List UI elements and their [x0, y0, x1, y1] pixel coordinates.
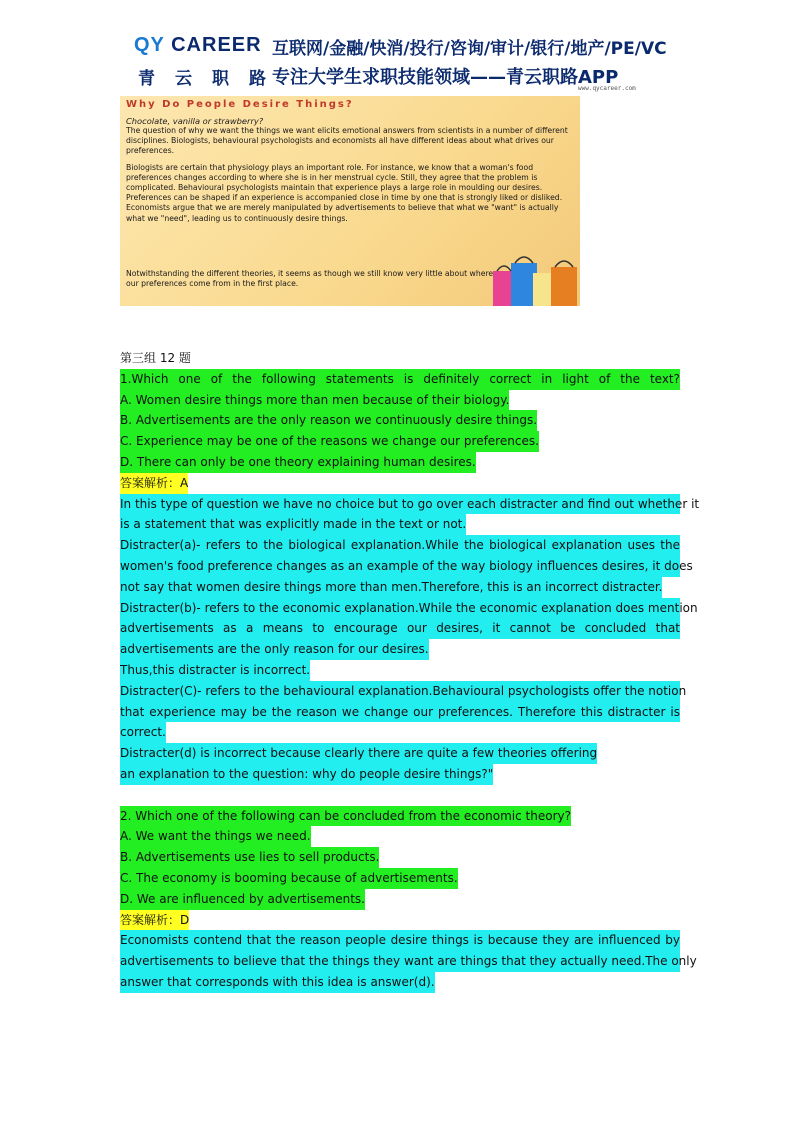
- q1-explanation-line: is a statement that was explicitly made in the text or not.: [120, 514, 466, 535]
- q1-explanation-line: an explanation to the question: why do people desire things?": [120, 764, 493, 785]
- q2-question: 2. Which one of the following can be concluded from the economic theory?: [120, 806, 571, 827]
- q1-explanation-line: not say that women desire things more than men.Therefore, this is an incorrect distracter.: [120, 577, 662, 598]
- article-paragraph: The question of why we want the things we want elicits emotional answers from scientists in a number of different disciplines. Biologists, behavioural psychologists and economists all have different ideas about what drives our preferences.: [126, 126, 568, 156]
- article-body: [126, 126, 576, 230]
- header-site-url: www.qycareer.com: [578, 85, 636, 92]
- q1-explanation-line: Distracter(C)- refers to the behavioural explanation.Behavioural psychologists offer the notion: [120, 681, 680, 702]
- q1-explanation-line: correct.: [120, 722, 166, 743]
- article-last-paragraph: Notwithstanding the different theories, it seems as though we still know very little about where our preferences come from in the first place.: [126, 269, 494, 289]
- article-title: Why Do People Desire Things?: [126, 99, 354, 110]
- q2-answer-label: 答案解析：D: [120, 910, 189, 931]
- q1-explanation-line: In this type of question we have no choice but to go over each distracter and find out whether it: [120, 494, 680, 515]
- q1-explanation-line: Distracter(d) is incorrect because clearly there are quite a few theories offering: [120, 743, 597, 764]
- q2-option-c: C. The economy is booming because of advertisements.: [120, 868, 458, 889]
- header-tagline-app: 专注大学生求职技能领域——青云职路APP: [272, 67, 619, 88]
- q1-explanation-line: women's food preference changes as an example of the way biology influences desires, it does: [120, 556, 680, 577]
- logo-chinese-name: 青云职路: [138, 69, 286, 89]
- logo-career-text: CAREER: [171, 34, 262, 56]
- q1-explanation-line: Thus,this distracter is incorrect.: [120, 660, 310, 681]
- q2-explanation-line: advertisements to believe that the things they want are things that they actually need.The only: [120, 951, 680, 972]
- q1-option-a: A. Women desire things more than men because of their biology.: [120, 390, 509, 411]
- q2-explanation-line: answer that corresponds with this idea is answer(d).: [120, 972, 435, 993]
- shopping-bags-illustration: [485, 251, 580, 306]
- qy-career-logo: [134, 34, 262, 57]
- header-tagline-industries: 互联网/金融/快消/投行/咨询/审计/银行/地产/PE/VC: [272, 39, 667, 59]
- question-content: [120, 348, 700, 993]
- q1-explanation-line: advertisements are the only reason for our desires.: [120, 639, 429, 660]
- q1-explanation-line: Distracter(b)- refers to the economic explanation.While the economic explanation does mention: [120, 598, 680, 619]
- q2-option-d: D. We are influenced by advertisements.: [120, 889, 365, 910]
- q1-option-b: B. Advertisements are the only reason we continuously desire things.: [120, 410, 537, 431]
- q1-question: 1.Which one of the following statements is definitely correct in light of the text?: [120, 369, 680, 390]
- page-header: [120, 30, 700, 90]
- q1-option-d: D. There can only be one theory explaining human desires.: [120, 452, 476, 473]
- q2-option-a: A. We want the things we need.: [120, 826, 311, 847]
- q1-answer-label: 答案解析：A: [120, 473, 188, 494]
- q1-explanation-line: that experience may be the reason we change our preferences. Therefore this distracter is: [120, 702, 680, 723]
- article-subtitle: Chocolate, vanilla or strawberry?: [126, 116, 264, 126]
- section-heading: 第三组 12 题: [120, 351, 191, 365]
- q1-explanation-line: advertisements as a means to encourage our desires, it cannot be concluded that: [120, 618, 680, 639]
- q2-option-b: B. Advertisements use lies to sell products.: [120, 847, 379, 868]
- q1-explanation-line: Distracter(a)- refers to the biological explanation.While the biological explanation uses the: [120, 535, 680, 556]
- article-image: [120, 96, 580, 306]
- q1-option-c: C. Experience may be one of the reasons we change our preferences.: [120, 431, 539, 452]
- q2-explanation-line: Economists contend that the reason people desire things is because they are influenced by: [120, 930, 680, 951]
- logo-qy-text: QY: [134, 34, 165, 56]
- article-paragraph: Biologists are certain that physiology plays an important role. For instance, we know that a woman's food preferences changes according to where she is in her menstrual cycle. Still, they agree that the problem is complicated. Behavioural psychologists maintain that experience plays a large role in moulding our desires. Preferences can be shaped if an experience is accompanied close in time by one that is strongly liked or disliked. Economists argue that we are merely manipulated by advertisements to believe that what we "want" is actually what we "need", leading us to continuously desire things.: [126, 162, 563, 223]
- bag-orange: [551, 267, 577, 306]
